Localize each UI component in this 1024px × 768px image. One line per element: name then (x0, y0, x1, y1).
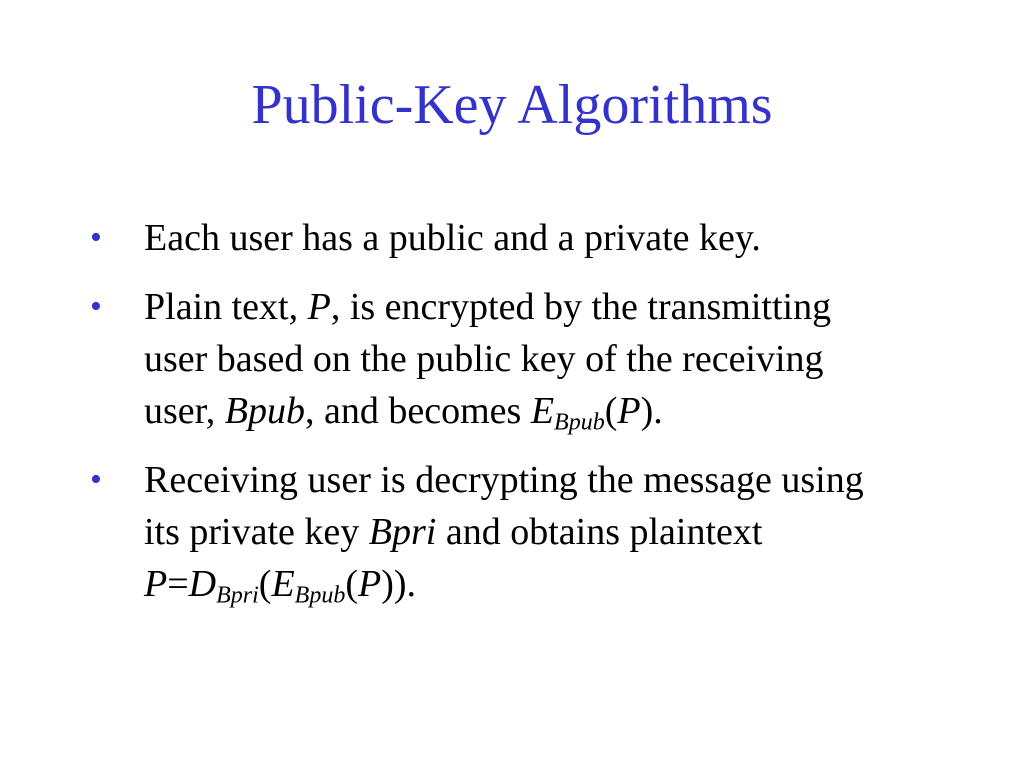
variable-p: P (144, 563, 168, 605)
text-fragment: its private key (144, 511, 369, 553)
bullet-2-line-1 (144, 281, 1018, 333)
text-fragment: , is encrypted by the transmitting (330, 286, 832, 328)
equals-sign: = (167, 563, 189, 605)
bullet-list (88, 212, 1018, 627)
paren-open: ( (258, 563, 272, 605)
bullet-item-2 (88, 281, 1018, 437)
subscript-bpri: Bpri (216, 582, 259, 609)
bullet-2-line-2 (144, 333, 1018, 385)
variable-e: E (530, 390, 555, 432)
subscript-bpub: Bpub (554, 409, 605, 436)
variable-bpri: Bpri (368, 511, 437, 553)
paren-open: ( (604, 390, 618, 432)
variable-p: P (357, 563, 382, 605)
bullet-item-1 (88, 212, 1018, 264)
variable-d: D (188, 563, 217, 605)
text-fragment: Each user has a public and a private key. (144, 217, 761, 259)
bullet-icon: • (90, 219, 102, 256)
subscript-bpub: Bpub (294, 582, 346, 609)
bullet-2-line-3 (144, 385, 1018, 437)
bullet-3-line-2 (144, 506, 1018, 558)
text-fragment: Receiving user is decrypting the message using (144, 459, 864, 501)
variable-p: P (617, 390, 641, 432)
text-fragment: , and becomes (305, 390, 531, 432)
paren-close: )). (381, 563, 417, 605)
paren-open: ( (345, 563, 358, 605)
bullet-item-3 (88, 454, 1018, 610)
bullet-icon: • (90, 461, 102, 498)
bullet-3-line-1 (144, 454, 1018, 506)
bullet-3-line-3 (144, 558, 1018, 610)
paren-close: ). (640, 390, 663, 432)
bullet-1-line-1 (144, 212, 1018, 264)
bullet-icon: • (90, 288, 102, 325)
slide-title: Public-Key Algorithms (251, 73, 773, 136)
text-fragment: user based on the public key of the receiving (144, 338, 824, 380)
text-fragment: Plain text, (144, 286, 308, 328)
variable-bpub: Bpub (224, 390, 306, 432)
variable-p: P (307, 286, 331, 328)
variable-e: E (271, 563, 295, 605)
text-fragment: and obtains plaintext (436, 511, 763, 553)
text-fragment: user, (144, 390, 225, 432)
